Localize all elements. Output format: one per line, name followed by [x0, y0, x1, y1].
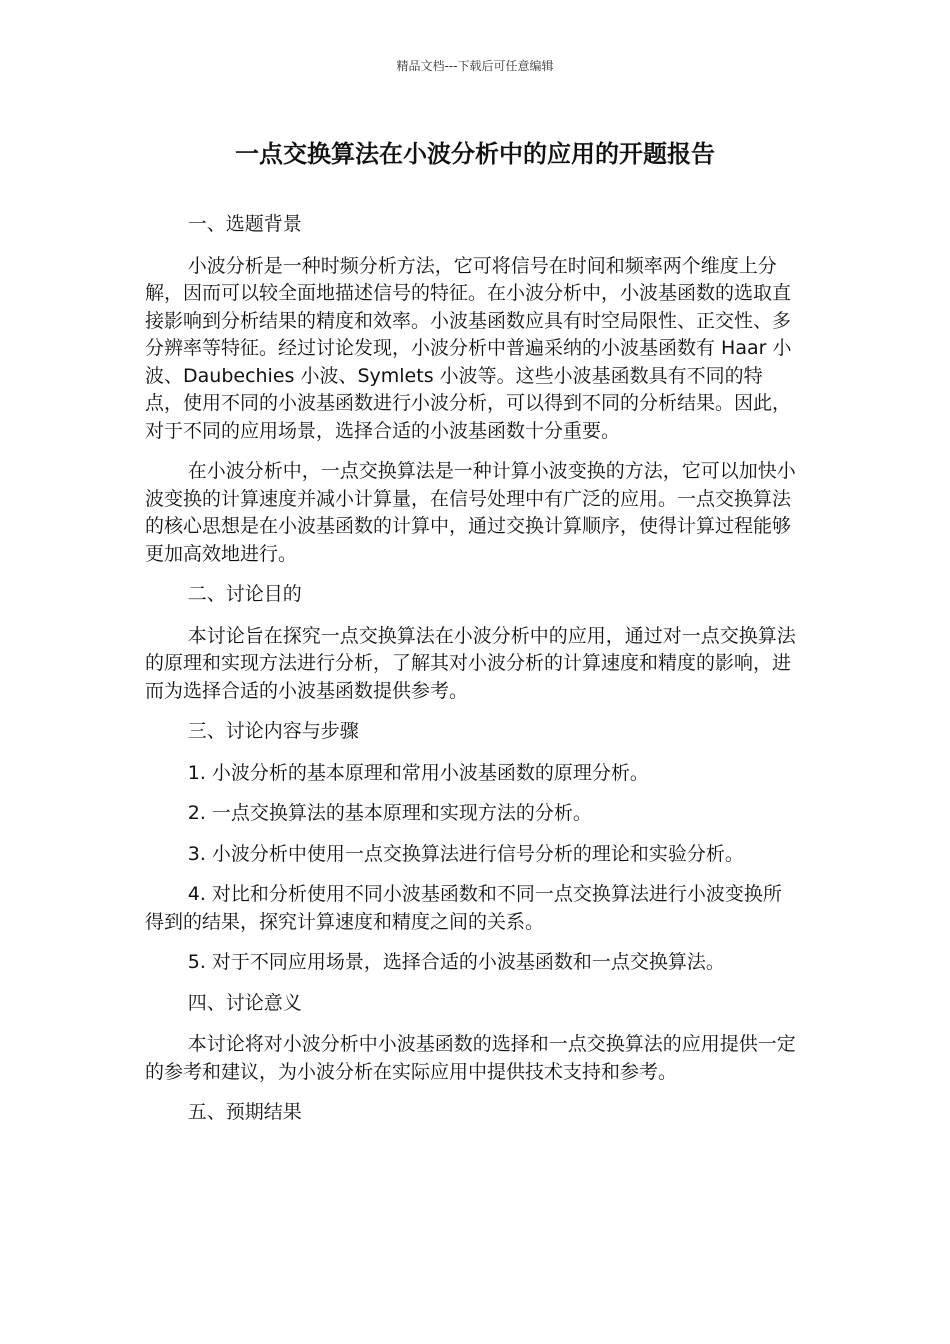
document-body	[145, 211, 800, 1141]
list-item-step-1: 1. 小波分析的基本原理和常用小波基函数的原理分析。	[187, 761, 649, 784]
list-item-step-4: 4. 对比和分析使用不同小波基函数和不同一点交换算法进行小波变换所得到的结果，探究计算速度和精度之间的关系。	[145, 883, 782, 933]
paragraph-purpose: 本讨论旨在探究一点交换算法在小波分析中的应用，通过对一点交换算法的原理和实现方法进行分析，了解其对小波分析的计算速度和精度的影响，进而为选择合适的小波基函数提供参考。	[145, 624, 796, 702]
paragraph-significance: 本讨论将对小波分析中小波基函数的选择和一点交换算法的应用提供一定的参考和建议，为小波分析在实际应用中提供技术支持和参考。	[145, 1033, 796, 1083]
header-note: 精品文档---下载后可任意编辑	[396, 59, 554, 73]
section-heading-purpose: 二、讨论目的	[187, 583, 302, 605]
paragraph-background-1: 小波分析是一种时频分析方法，它可将信号在时间和频率两个维度上分解，因而可以较全面地描述信号的特征。在小波分析中，小波基函数的选取直接影响到分析结果的精度和效率。小波基函数应具有时空局限性、正交性、多分辨率等特征。经过讨论发现，小波分析中普遍采纳的小波基函数有 Haar 小波、Daubechies 小波、Symlets 小波等。这些小波基函数具有不同的特点，使用不同的小波基函数进行小波分析，可以得到不同的分析结果。因此，对于不同的应用场景，选择合适的小波基函数十分重要。	[145, 254, 792, 442]
section-heading-content-steps: 三、讨论内容与步骤	[187, 720, 359, 742]
section-heading-expected-results: 五、预期结果	[187, 1101, 302, 1123]
paragraph-background-2: 在小波分析中，一点交换算法是一种计算小波变换的方法，它可以加快小波变换的计算速度并减小计算量，在信号处理中有广泛的应用。一点交换算法的核心思想是在小波基函数的计算中，通过交换计算顺序，使得计算过程能够更加高效地进行。	[145, 460, 796, 565]
list-item-step-3: 3. 小波分析中使用一点交换算法进行信号分析的理论和实验分析。	[187, 842, 744, 865]
document-title: 一点交换算法在小波分析中的应用的开题报告	[235, 140, 715, 168]
list-item-step-5: 5. 对于不同应用场景，选择合适的小波基函数和一点交换算法。	[187, 951, 725, 973]
section-heading-background: 一、选题背景	[187, 213, 302, 235]
section-heading-significance: 四、讨论意义	[187, 991, 302, 1014]
list-item-step-2: 2. 一点交换算法的基本原理和实现方法的分析。	[187, 802, 592, 824]
